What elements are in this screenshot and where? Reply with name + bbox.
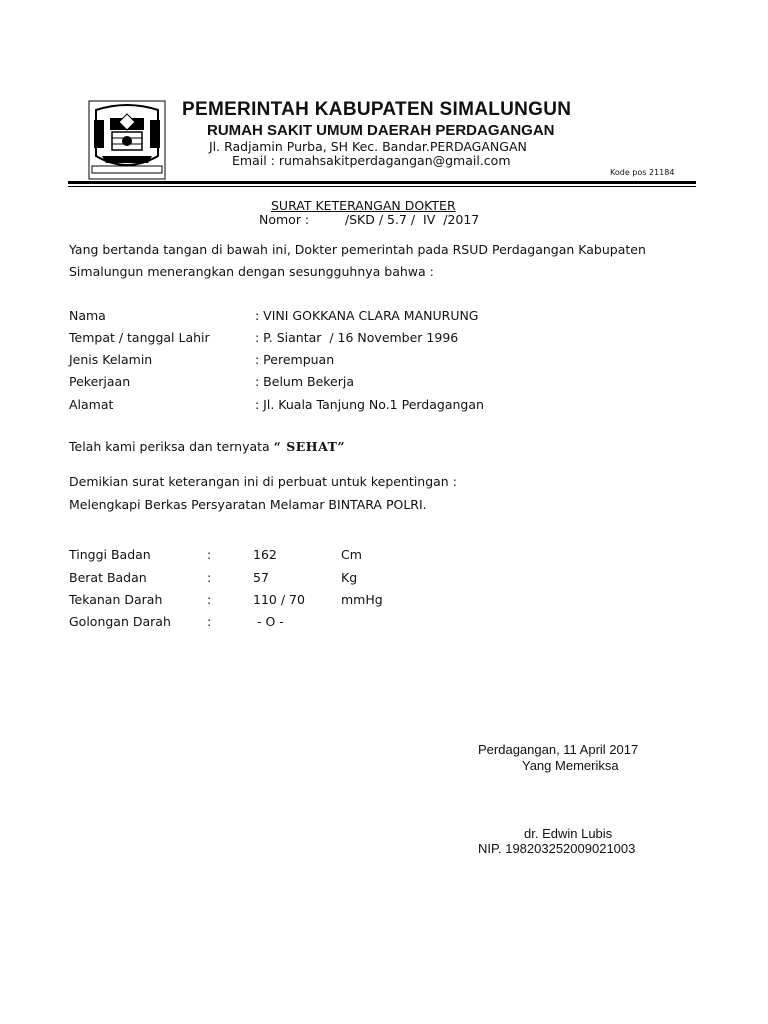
identity-value-occupation: : Belum Bekerja [255, 374, 355, 389]
measure-unit-blood-pressure: mmHg [341, 592, 383, 607]
measure-colon: : [207, 614, 212, 629]
identity-label-name: Nama [69, 308, 106, 323]
identity-value-name: : VINI GOKKANA CLARA MANURUNG [255, 308, 479, 323]
measure-colon: : [207, 547, 212, 562]
exam-statement [69, 439, 345, 454]
document-number: Nomor : /SKD / 5.7 / IV /2017 [259, 212, 480, 227]
identity-label-birth: Tempat / tanggal Lahir [69, 330, 210, 345]
letterhead-hospital: RUMAH SAKIT UMUM DAERAH PERDAGANGAN [207, 122, 555, 139]
letterhead-postal-code: Kode pos 21184 [610, 168, 675, 177]
measure-value-height: 162 [253, 547, 277, 562]
measure-label-blood-pressure: Tekanan Darah [69, 592, 163, 607]
letterhead-government: PEMERINTAH KABUPATEN SIMALUNGUN [182, 99, 572, 120]
measure-colon: : [207, 570, 212, 585]
letterhead-divider-thin [68, 186, 696, 187]
signature-nip: NIP. 198203252009021003 [478, 841, 636, 856]
identity-value-address: : Jl. Kuala Tanjung No.1 Perdagangan [255, 397, 484, 412]
measure-unit-weight: Kg [341, 570, 358, 585]
intro-line-1: Yang bertanda tangan di bawah ini, Dokter pemerintah pada RSUD Perdagangan Kabupaten [69, 242, 646, 257]
signature-place-date: Perdagangan, 11 April 2017 [478, 742, 639, 757]
exam-prefix: Telah kami periksa dan ternyata [69, 439, 274, 454]
measure-label-blood-type: Golongan Darah [69, 614, 171, 629]
measure-label-height: Tinggi Badan [69, 547, 151, 562]
identity-label-gender: Jenis Kelamin [69, 352, 153, 367]
letterhead-address: Jl. Radjamin Purba, SH Kec. Bandar.PERDAGANGAN [209, 139, 527, 154]
document-title: SURAT KETERANGAN DOKTER [271, 198, 456, 213]
signature-role: Yang Memeriksa [522, 758, 619, 773]
identity-value-birth: : P. Siantar / 16 November 1996 [255, 330, 459, 345]
signature-name: dr. Edwin Lubis [524, 826, 613, 841]
letterhead-divider-thick [68, 181, 696, 184]
letterhead-email: Email : rumahsakitperdagangan@gmail.com [232, 153, 511, 168]
measure-value-blood-type: - O - [253, 614, 284, 629]
identity-value-gender: : Perempuan [255, 352, 335, 367]
exam-result: “ SEHAT” [273, 439, 346, 454]
measure-value-blood-pressure: 110 / 70 [253, 592, 305, 607]
measure-unit-height: Cm [341, 547, 362, 562]
measure-colon: : [207, 592, 212, 607]
intro-line-2: Simalungun menerangkan dengan sesungguhnya bahwa : [69, 264, 434, 279]
purpose-line-1: Demikian surat keterangan ini di perbuat untuk kepentingan : [69, 474, 457, 489]
identity-label-address: Alamat [69, 397, 114, 412]
regency-logo [88, 100, 166, 180]
identity-label-occupation: Pekerjaan [69, 374, 131, 389]
measure-label-weight: Berat Badan [69, 570, 147, 585]
regency-seal-icon [88, 100, 166, 180]
measure-value-weight: 57 [253, 570, 269, 585]
purpose-line-2: Melengkapi Berkas Persyaratan Melamar BINTARA POLRI. [69, 497, 427, 512]
